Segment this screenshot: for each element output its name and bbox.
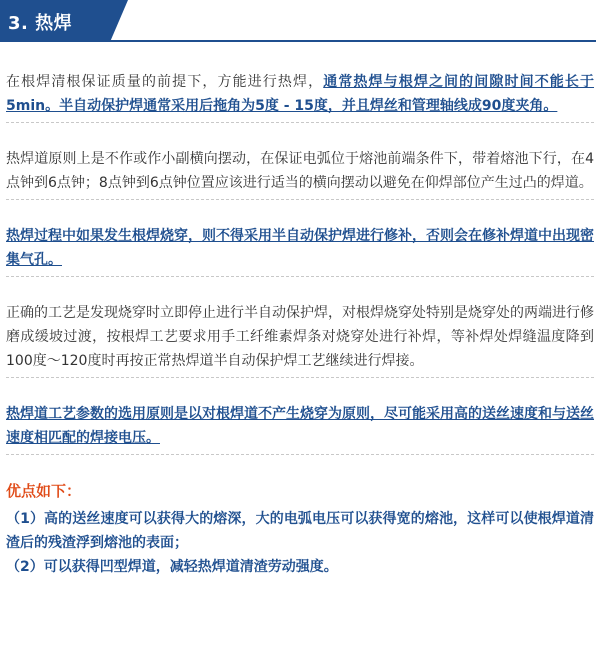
- header-rule: [0, 40, 596, 42]
- advantages-section: [6, 479, 594, 579]
- paragraph-2-text: 热焊道原则上是不作或作小副横向摆动，在保证电弧位于熔池前端条件下，带着熔池下行，在4点钟到6点钟；8点钟到6点钟位置应该进行适当的横向摆动以避免在仰焊部位产生过凸的焊道。: [6, 151, 594, 191]
- paragraph-1-emphasis: 通常热焊与根焊之间的间隙时间不能长于5min。半自动保护焊通常采用后拖角为5度 - 15度，并且焊丝和管理轴线成90度夹角。: [6, 74, 595, 114]
- section-title: 3. 热焊: [8, 13, 73, 34]
- advantage-item-1: （1）高的送丝速度可以获得大的熔深，大的电弧电压可以获得宽的熔池，这样可以使根焊道清渣后的残渣浮到熔池的表面；: [6, 511, 594, 551]
- paragraph-1: [6, 70, 594, 123]
- advantages-title: 优点如下：: [6, 482, 82, 500]
- paragraph-5-emphasis: 热焊道工艺参数的选用原则是以对根焊道不产生烧穿为原则，尽可能采用高的送丝速度和与送丝速度相匹配的焊接电压。: [6, 406, 594, 446]
- paragraph-4: [6, 301, 594, 378]
- paragraph-2: [6, 147, 594, 200]
- paragraph-4-text: 正确的工艺是发现烧穿时立即停止进行半自动保护焊，对根焊烧穿处特别是烧穿处的两端进行修磨成缓坡过渡，按根焊工艺要求用手工纤维素焊条对烧穿处进行补焊，等补焊处焊缝温度降到100度～120度时再按正常热焊道半自动保护焊工艺继续进行焊接。: [6, 305, 594, 369]
- article-body: [6, 70, 594, 579]
- section-header-badge: [0, 0, 110, 42]
- paragraph-1-normal: 在根焊清根保证质量的前提下，方能进行热焊，: [6, 74, 324, 90]
- paragraph-3-emphasis: 热焊过程中如果发生根焊烧穿，则不得采用半自动保护焊进行修补，否则会在修补焊道中出现密集气孔。: [6, 228, 594, 268]
- advantage-item-2: （2）可以获得凹型焊道，减轻热焊道清渣劳动强度。: [6, 559, 338, 575]
- paragraph-5: [6, 402, 594, 455]
- paragraph-3: [6, 224, 594, 277]
